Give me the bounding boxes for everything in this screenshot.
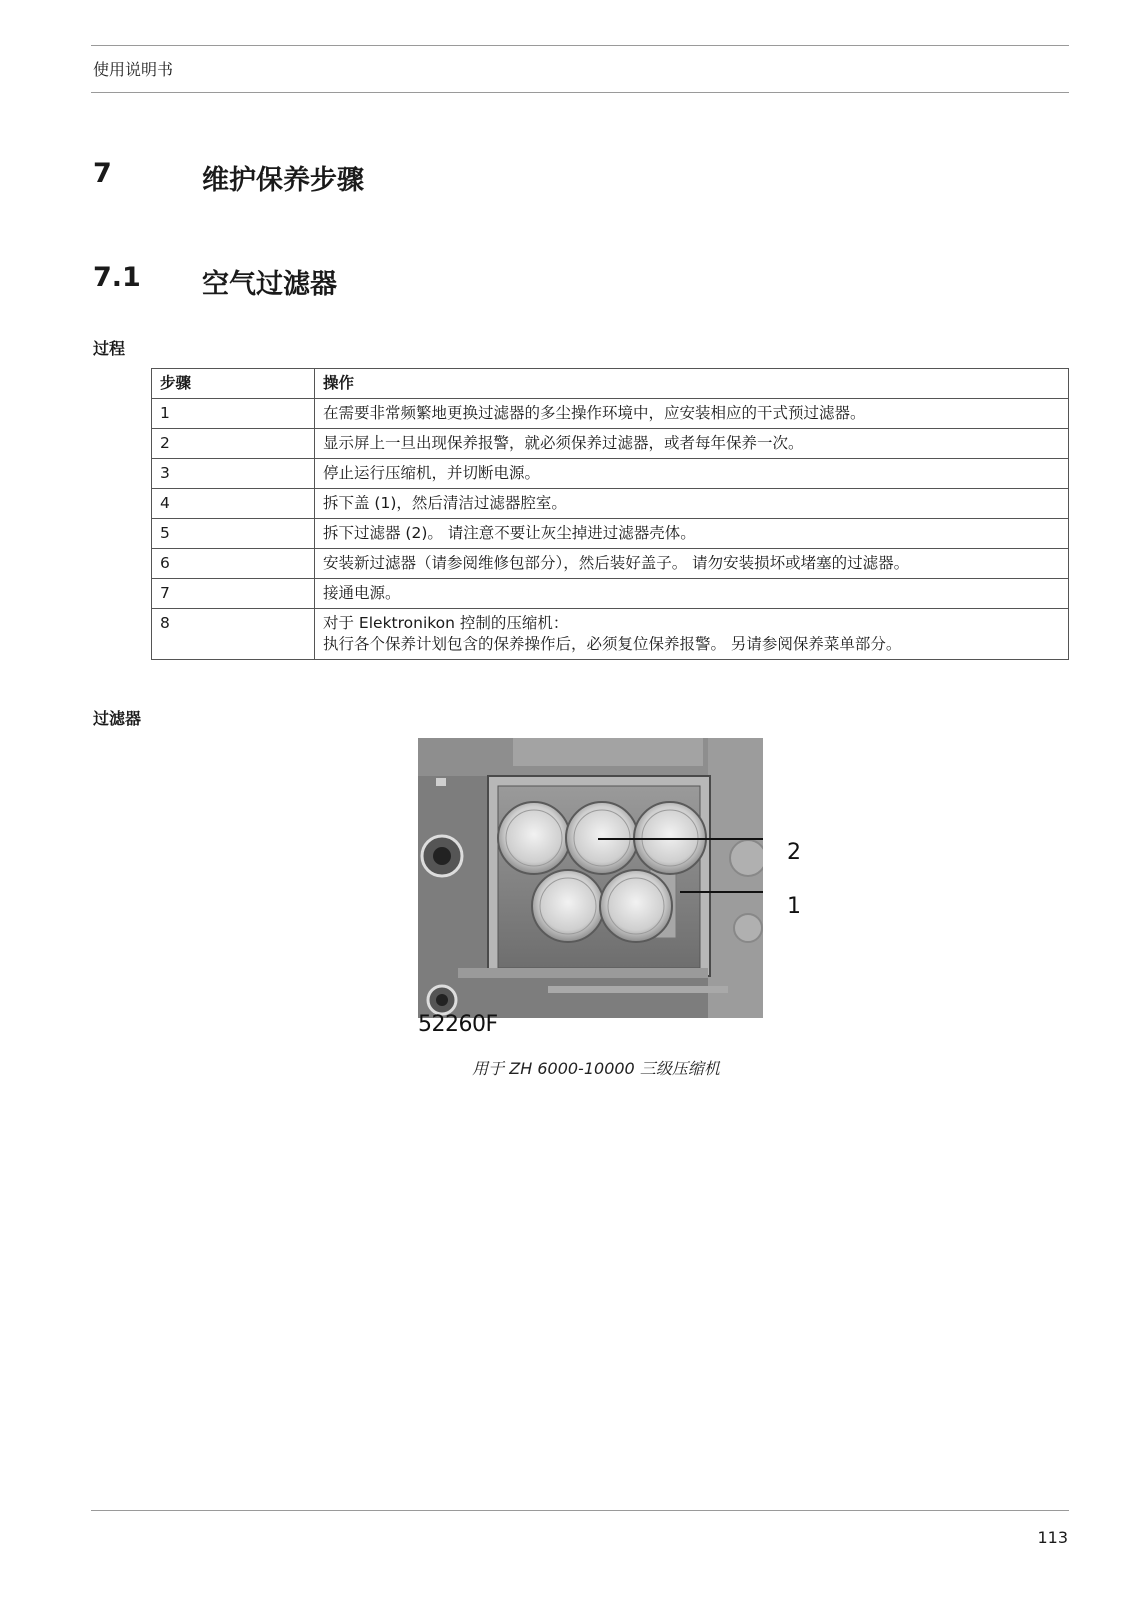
operation-text: 拆下盖 (1)，然后清洁过滤器腔室。 [323, 494, 567, 512]
column-header-operation: 操作 [315, 369, 1069, 399]
step-number: 2 [152, 429, 315, 459]
operation-text: 执行各个保养计划包含的保养操作后，必须复位保养报警。 另请参阅保养菜单部分。 [323, 635, 902, 653]
table-row [152, 549, 1069, 579]
table-row [152, 459, 1069, 489]
header-rule-bottom [91, 92, 1069, 93]
step-operation [315, 519, 1069, 549]
operation-text: 接通电源。 [323, 584, 401, 602]
operation-text: 安装新过滤器（请参阅维修包部分），然后装好盖子。 请勿安装损坏或堵塞的过滤器。 [323, 554, 910, 572]
manual-title: 使用说明书 [93, 60, 174, 79]
figure-code: 52260F [418, 1012, 498, 1037]
step-number: 1 [152, 399, 315, 429]
step-operation [315, 429, 1069, 459]
air-filter-drawing [418, 738, 763, 1018]
table-row [152, 399, 1069, 429]
table-row [152, 519, 1069, 549]
step-number: 8 [152, 609, 315, 660]
chapter-title: 维护保养步骤 [202, 165, 364, 196]
step-number: 7 [152, 579, 315, 609]
step-operation [315, 549, 1069, 579]
callout-label-2: 2 [787, 840, 801, 865]
column-header-step: 步骤 [152, 369, 315, 399]
filter-heading: 过滤器 [93, 709, 142, 728]
step-operation [315, 489, 1069, 519]
step-operation [315, 459, 1069, 489]
operation-text: 显示屏上一旦出现保养报警，就必须保养过滤器，或者每年保养一次。 [323, 434, 804, 452]
header-rule-top [91, 45, 1069, 46]
procedure-heading: 过程 [93, 339, 126, 358]
operation-text: 拆下过滤器 (2)。 请注意不要让灰尘掉进过滤器壳体。 [323, 524, 696, 542]
figure-caption: 用于 ZH 6000-10000 三级压缩机 [472, 1059, 720, 1078]
footer-rule [91, 1510, 1069, 1511]
section-title: 空气过滤器 [202, 269, 337, 300]
table-row [152, 579, 1069, 609]
table-header-row [152, 369, 1069, 399]
page-number: 113 [1037, 1528, 1068, 1547]
operation-text: 在需要非常频繁地更换过滤器的多尘操作环境中，应安装相应的干式预过滤器。 [323, 404, 866, 422]
air-filter-illustration [418, 738, 763, 1018]
step-operation [315, 399, 1069, 429]
step-number: 5 [152, 519, 315, 549]
table-row [152, 429, 1069, 459]
procedure-table [151, 368, 1069, 660]
chapter-number: 7 [93, 158, 112, 189]
section-number: 7.1 [93, 262, 141, 293]
table-row [152, 489, 1069, 519]
step-number: 4 [152, 489, 315, 519]
step-number: 6 [152, 549, 315, 579]
step-number: 3 [152, 459, 315, 489]
callout-label-1: 1 [787, 894, 801, 919]
table-row [152, 609, 1069, 660]
step-operation [315, 609, 1069, 660]
operation-text: 停止运行压缩机，并切断电源。 [323, 464, 541, 482]
operation-text: 对于 Elektronikon 控制的压缩机： [323, 614, 569, 632]
step-operation [315, 579, 1069, 609]
